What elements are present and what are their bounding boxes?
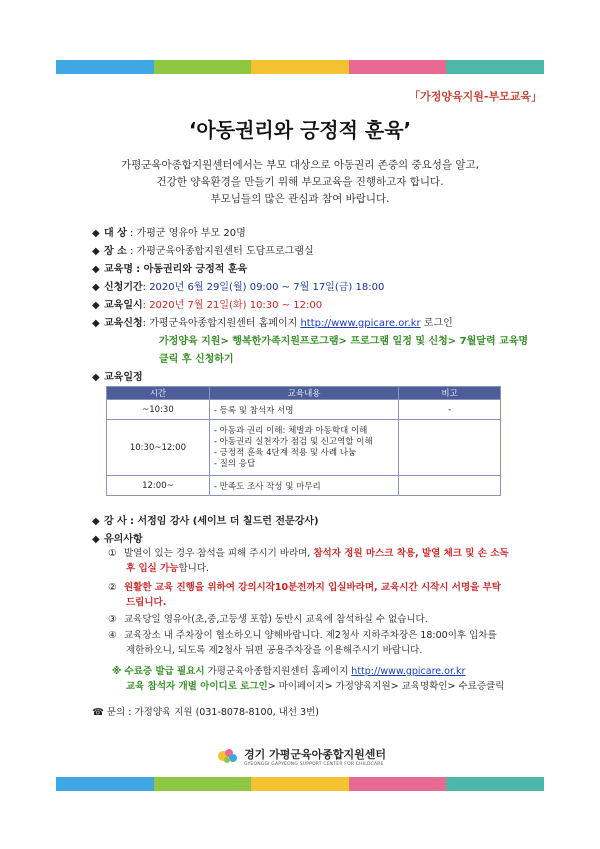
info-target: ◆ 대 상 : 가평군 영유아 부모 20명: [92, 228, 246, 239]
cell-note: -: [399, 400, 501, 420]
cell-time: ~10:30: [107, 400, 210, 420]
info-notes-label: ◆ 유의사항: [92, 534, 143, 545]
note-2: ② 원활한 교육 진행을 위하여 강의시작10분전까지 입실바라며, 교육시간 시작시 서명을 부탁 드립니다.: [108, 582, 501, 608]
info-apply: ◆ 교육신청: 가평군육아종합지원센터 홈페이지 http://www.gpicare.or.kr 로그인: [92, 318, 453, 329]
cell-time: 10:30~12:00: [107, 420, 210, 476]
info-course: ◆ 교육명 : 아동권리와 긍정적 훈육: [92, 264, 248, 275]
footer-center-name: 경기 가평군육아종합지원센터: [244, 747, 386, 761]
center-logo-icon: [216, 745, 240, 767]
cell-content: - 만족도 조사 작성 및 마무리: [209, 476, 398, 496]
table-row: [107, 400, 501, 420]
contact-line: ☎ 문의 : 가정양육 지원 (031-8078-8100, 내선 3번): [92, 707, 319, 718]
info-place: ◆ 장 소 : 가평군육아종합지원센터 도담프로그램실: [92, 246, 314, 257]
info-schedule-label: ◆ 교육일정: [92, 372, 143, 383]
cell-note: [399, 420, 501, 476]
apply-path-line1: 가정양육 지원> 행복한가족지원프로그램> 프로그램 일정 및 신청> 7월달력 교육명: [159, 336, 529, 347]
table-header-row: [107, 387, 501, 400]
cell-content: - 아동과 권리 이해: 체벌과 아동학대 이해 - 아동권리 실천자가 점검 및 신고역할 이해 - 긍정적 훈육 4단계 적용 및 사례 나눔 - 질의 응답: [209, 420, 398, 476]
phone-icon: ☎: [92, 707, 104, 718]
top-color-bar: [56, 60, 544, 74]
info-date: ◆ 교육일시: 2020년 7월 21일(화) 10:30 ~ 12:00: [92, 300, 323, 311]
info-period: ◆ 신청기간: 2020년 6월 29일(월) 09:00 ~ 7월 17일(금) 18:00: [92, 282, 385, 293]
page-title: ‘아동권리와 긍정적 훈육’: [188, 118, 412, 142]
header-content: 교육내용: [209, 387, 398, 400]
category-tag: 「가정양육지원-부모교육」: [409, 90, 542, 103]
info-instructor: ◆ 강 사 : 서정임 강사 (세이브 더 칠드런 전문강사): [92, 516, 319, 527]
cell-content: - 등록 및 참석자 서명: [209, 400, 398, 420]
header-note: 비고: [399, 387, 501, 400]
bottom-color-bar: [56, 777, 544, 791]
schedule-table: [106, 386, 501, 496]
apply-path-line2: 클릭 후 신청하기: [159, 354, 234, 365]
table-row: [107, 476, 501, 496]
cell-time: 12:00~: [107, 476, 210, 496]
footer-center-eng: GYEONGGI GAPYEONG SUPPORT CENTER FOR CHILDCARE: [244, 761, 384, 767]
header-time: 시간: [107, 387, 210, 400]
table-row: [107, 420, 501, 476]
cell-note: [399, 476, 501, 496]
note-1: ① 발열이 있는 경우 참석을 피해 주시기 바라며, 참석자 정원 마스크 착용, 발열 체크 및 손 소독 후 입실 가능합니다.: [108, 548, 509, 574]
note-4: ④ 교육장소 내 주차장이 협소하오니 양해바랍니다. 제2청사 지하주차장은 18:00이후 입차를 제한하오니, 되도록 제2청사 뒤편 공용주차장을 이용해주시기 바랍니다.: [108, 630, 497, 656]
certificate-link[interactable]: http://www.gpicare.or.kr: [351, 666, 466, 677]
footer-logo: [216, 745, 386, 767]
homepage-link[interactable]: http://www.gpicare.or.kr: [300, 318, 421, 329]
intro-text: 가평군육아종합지원센터에서는 부모 대상으로 아동권리 존중의 중요성을 알고, 건강한 양육환경을 만들기 위해 부모교육을 진행하고자 합니다. 부모님들의 많은 관심과 참여 바랍니다.: [120, 159, 480, 205]
certificate-info: ※ 수료증 발급 필요시 가평군육아종합지원센터 홈페이지 http://www.gpicare.or.kr 교육 참석자 개별 아이디로 로그인> 마이페이지> 가정양육지원> 교육명확인> 수료증클릭: [112, 666, 505, 692]
note-3: ③ 교육당일 영유아(초,중,고등생 포함) 동반시 교육에 참석하실 수 없습니다.: [108, 614, 428, 625]
